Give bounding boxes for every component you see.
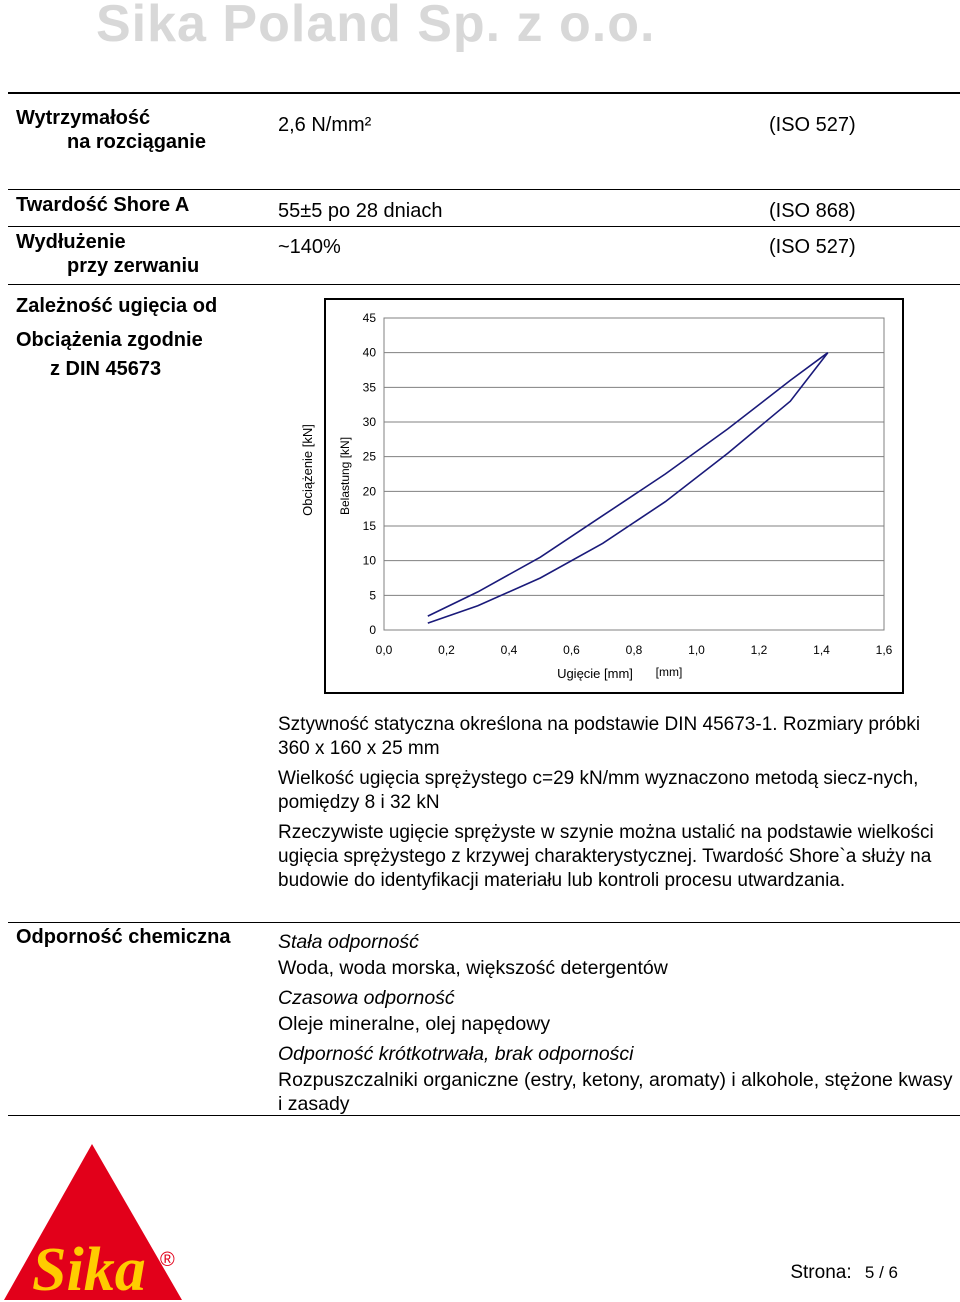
watermark-company-name: Sika Poland Sp. z o.o.	[96, 0, 656, 53]
chart-xlabel-unit: [mm]	[655, 665, 683, 679]
chart-xlabel: Ugięcie [mm]	[557, 666, 633, 681]
chart-series-line	[428, 353, 828, 616]
chart-x-tick-label: 1,6	[875, 643, 893, 657]
chart-x-tick-label: 1,0	[688, 643, 705, 657]
chemical-heading-permanent: Stała odporność	[278, 931, 419, 953]
chart-ylabel-2: Belastung [kN]	[338, 436, 352, 516]
deflection-label-line1: Zależność ugięcia od	[16, 295, 218, 317]
chart-x-tick-label: 1,4	[813, 643, 830, 657]
chart-y-tick-label: 5	[369, 588, 376, 603]
chart-y-tick-label: 40	[362, 345, 376, 360]
chart-y-tick-label: 10	[362, 553, 376, 568]
shore-standard: (ISO 868)	[769, 200, 856, 222]
chart-x-tick-label: 0,8	[625, 643, 643, 657]
description-paragraph-2: Wielkość ugięcia sprężystego c=29 kN/mm wyznaczono metodą siecz-nych, pomiędzy 8 i 32 kN	[278, 768, 919, 813]
chart-x-tick-label: 0,4	[500, 643, 518, 657]
page-number-label: Strona:	[790, 1262, 852, 1283]
chart-y-tick-label: 35	[362, 380, 376, 395]
chemical-text-temporary: Oleje mineralne, olej napędowy	[278, 1013, 551, 1035]
chart-x-tick-label: 1,2	[750, 643, 768, 657]
chemical-heading-short: Odporność krótkotrwała, brak odporności	[278, 1043, 634, 1065]
chart-y-tick-label: 45	[362, 311, 376, 325]
deflection-label-line3: z DIN 45673	[50, 358, 162, 380]
chart-plot-area	[384, 318, 884, 630]
page-number	[790, 1262, 898, 1284]
sika-logo	[4, 1140, 194, 1302]
chemical-block	[278, 930, 954, 1116]
chemical-label: Odporność chemiczna	[16, 926, 231, 948]
chart-y-tick-label: 15	[362, 519, 376, 533]
logo-wordmark: Sika	[32, 1236, 146, 1302]
chart-y-tick-label: 30	[362, 415, 376, 429]
tensile-label-line1: Wytrzymałość	[16, 107, 151, 129]
shore-label: Twardość Shore A	[16, 194, 190, 216]
chart-x-tick-label: 0,6	[563, 643, 580, 657]
elongation-label-line2: przy zerwaniu	[67, 255, 200, 277]
chemical-text-permanent: Woda, woda morska, większość detergentów	[278, 957, 668, 979]
description-paragraph-3: Rzeczywiste ugięcie sprężyste w szynie można ustalić na podstawie wielkości ugięcia sprężystego z krzywej charakterystycznej. Twardość Shore`a służy na budowie do identyfikacji materiału lub kontroli procesu utwardzania.	[278, 822, 934, 891]
tensile-value: 2,6 N/mm²	[278, 114, 372, 136]
chemical-heading-temporary: Czasowa odporność	[278, 987, 455, 1009]
chart-y-tick-label: 20	[362, 484, 376, 499]
tensile-standard: (ISO 527)	[769, 114, 856, 136]
divider	[8, 922, 960, 923]
chart-ylabel-1: Obciążenie [kN]	[300, 424, 315, 516]
description-paragraph-1: Sztywność statyczna określona na podstawie DIN 45673-1. Rozmiary próbki 360 x 160 x 25 mm	[278, 714, 921, 759]
elongation-value: ~140%	[278, 236, 341, 258]
chart-series-line	[428, 353, 828, 623]
description-block	[278, 713, 954, 893]
page-number-value: 5 / 6	[864, 1263, 898, 1282]
logo-registered-mark: ®	[160, 1249, 175, 1271]
elongation-standard: (ISO 527)	[769, 236, 856, 258]
chart-y-tick-label: 25	[362, 449, 376, 464]
shore-value: 55±5 po 28 dniach	[278, 200, 443, 222]
tensile-label-line2: na rozciąganie	[67, 131, 206, 153]
chart-x-tick-label: 0,2	[438, 643, 455, 657]
deflection-label-line2: Obciążenia zgodnie	[16, 329, 203, 351]
chemical-text-short: Rozpuszczalniki organiczne (estry, ketony, aromaty) i alkohole, stężone kwasy i zasady	[278, 1069, 953, 1115]
divider	[8, 1115, 960, 1116]
elongation-label-line1: Wydłużenie	[16, 231, 126, 253]
chart-y-tick-label: 0	[369, 623, 376, 637]
chart-x-tick-label: 0,0	[375, 643, 393, 657]
